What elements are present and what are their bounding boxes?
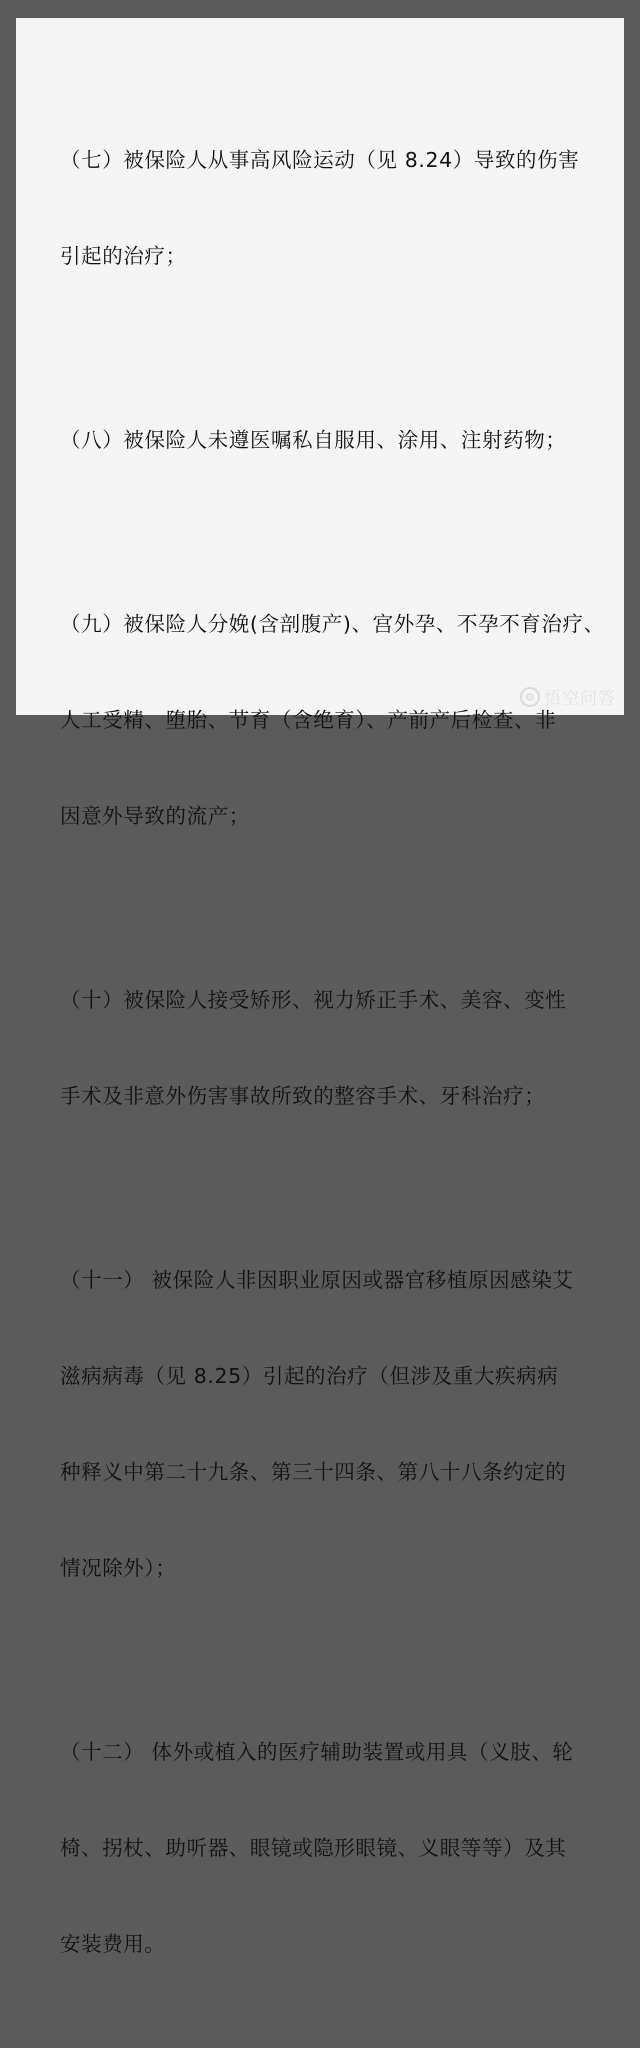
clause-8	[60, 360, 606, 520]
clause-9	[60, 544, 606, 896]
clause-line: 人工受精、堕胎、节育（含绝育）、产前产后检查、非	[60, 708, 557, 732]
clause-line: 安装费用。	[60, 1932, 166, 1956]
clause-line: 情况除外）；	[60, 1556, 177, 1580]
exclusion-clause-list	[60, 80, 606, 2048]
clause-line: （九）被保险人分娩(含剖腹产)、宫外孕、不孕不育治疗、	[60, 612, 605, 636]
wukong-logo-icon	[520, 687, 540, 707]
document-page	[16, 18, 624, 1956]
clause-line: 滋病病毒（见 8.25）引起的治疗（但涉及重大疾病病	[60, 1364, 559, 1388]
clause-line: （八）被保险人未遵医嘱私自服用、涂用、注射药物；	[60, 428, 567, 452]
watermark-text: 悟空问答	[544, 689, 616, 709]
clause-line: （七）被保险人从事高风险运动（见 8.24）导致的伤害	[60, 148, 580, 172]
clause-line: （十二） 体外或植入的医疗辅助装置或用具（义肢、轮	[60, 1740, 574, 1764]
clause-line: （十一） 被保险人非因职业原因或器官移植原因感染艾	[60, 1268, 574, 1292]
clause-12	[60, 1672, 606, 2024]
clause-line: 种释义中第二十九条、第三十四条、第八十八条约定的	[60, 1460, 567, 1484]
clause-line: 椅、拐杖、助听器、眼镜或隐形眼镜、义眼等等）及其	[60, 1836, 567, 1860]
clause-11	[60, 1200, 606, 1648]
clause-line: 因意外导致的流产；	[60, 804, 250, 828]
clause-line: 手术及非意外伤害事故所致的整容手术、牙科治疗；	[60, 1084, 546, 1108]
clause-line: （十）被保险人接受矫形、视力矫正手术、美容、变性	[60, 988, 567, 1012]
clause-line: 引起的治疗；	[60, 244, 187, 268]
clause-7	[60, 80, 606, 336]
clause-10	[60, 920, 606, 1176]
watermark	[520, 684, 616, 709]
